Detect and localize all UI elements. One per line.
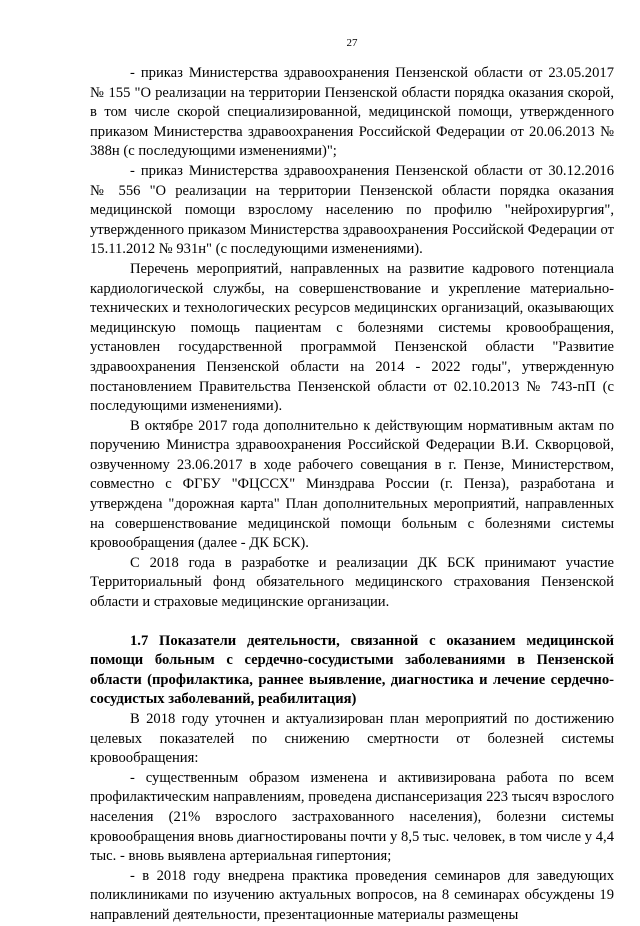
paragraph-participants: С 2018 года в разработке и реализации ДК БСК принимают участие Территориальный фонд обязательного медицинского страхования Пензенской области и страховые медицинские организации. <box>90 554 614 611</box>
paragraph-order-556: - приказ Министерства здравоохранения Пензенской области от 30.12.2016 № 556 "О реализации на территории Пензенской области порядка оказания медицинской помощи взрослому населению по профилю "нейрохирургия", утвержденного приказом Министерства здравоохранения Российской Федерации от 15.11.2012 № 931н" (с последующими изменениями). <box>90 162 614 258</box>
paragraph-order-155: - приказ Министерства здравоохранения Пензенской области от 23.05.2017 № 155 "О реализации на территории Пензенской области порядка оказания скорой, в том числе скорой специализированной, медицинской помощи, утвержденного приказом Министерства здравоохранения Российской Федерации от 20.06.2013 № 388н (с последующими изменениями)"; <box>90 65 614 160</box>
section-heading: 1.7 Показатели деятельности, связанной с оказанием медицинской помощи больным с сердечно-сосудистыми заболеваниями в Пензенской области (профилактика, раннее выявление, диагностика и лечение сердечно-сосудистых заболеваний, реабилитация) <box>90 632 614 708</box>
page-number: 27 <box>346 37 358 49</box>
paragraph-prevention: - существенным образом изменена и активизирована работа по всем профилактическим направлениям, проведена диспансеризация 223 тысяч взрослого населения (21% взрослого застрахованного населения), болезни системы кровообращения вновь диагностированы почти у 8,5 тыс. человек, в том числе у 4,4 тыс. - вновь выявлена артериальная гипертония; <box>90 769 614 865</box>
paragraph-roadmap: В октябре 2017 года дополнительно к действующим нормативным актам по поручению Министра здравоохранения Российской Федерации В.И. Скворцовой, озвученному 23.06.2017 в ходе рабочего совещания в г. Пензе, Министерством, совместно с ФГБУ "ФЦССХ" Минздрава России (г. Пенза), разработана и утверждена "дорожная карта" План дополнительных мероприятий, направленных на совершенствование медицинской помощи больным с болезнями системы кровообращения (далее - ДК БСК). <box>90 417 614 552</box>
paragraph-plan-2018: В 2018 году уточнен и актуализирован план мероприятий по достижению целевых показателей по снижению смертности от болезней системы кровообращения: <box>90 711 614 767</box>
paragraph-measures-list: Перечень мероприятий, направленных на развитие кадрового потенциала кардиологической службы, на совершенствование и укрепление материально-технических и технологических ресурсов медицинских организаций, оказывающих медицинскую помощь пациентам с болезнями системы кровообращения, установлен государственной программой Пензенской области "Развитие здравоохранения Пензенской области на 2014 - 2022 годы", утвержденную постановлением Правительства Пензенской области от 02.10.2013 № 743-пП (с последующими изменениями). <box>90 260 614 415</box>
paragraph-seminars: - в 2018 году внедрена практика проведения семинаров для заведующих поликлиниками по изучению актуальных вопросов, на 8 семинарах обсуждены 19 направлений деятельности, презентационные материалы размещены <box>90 867 614 923</box>
